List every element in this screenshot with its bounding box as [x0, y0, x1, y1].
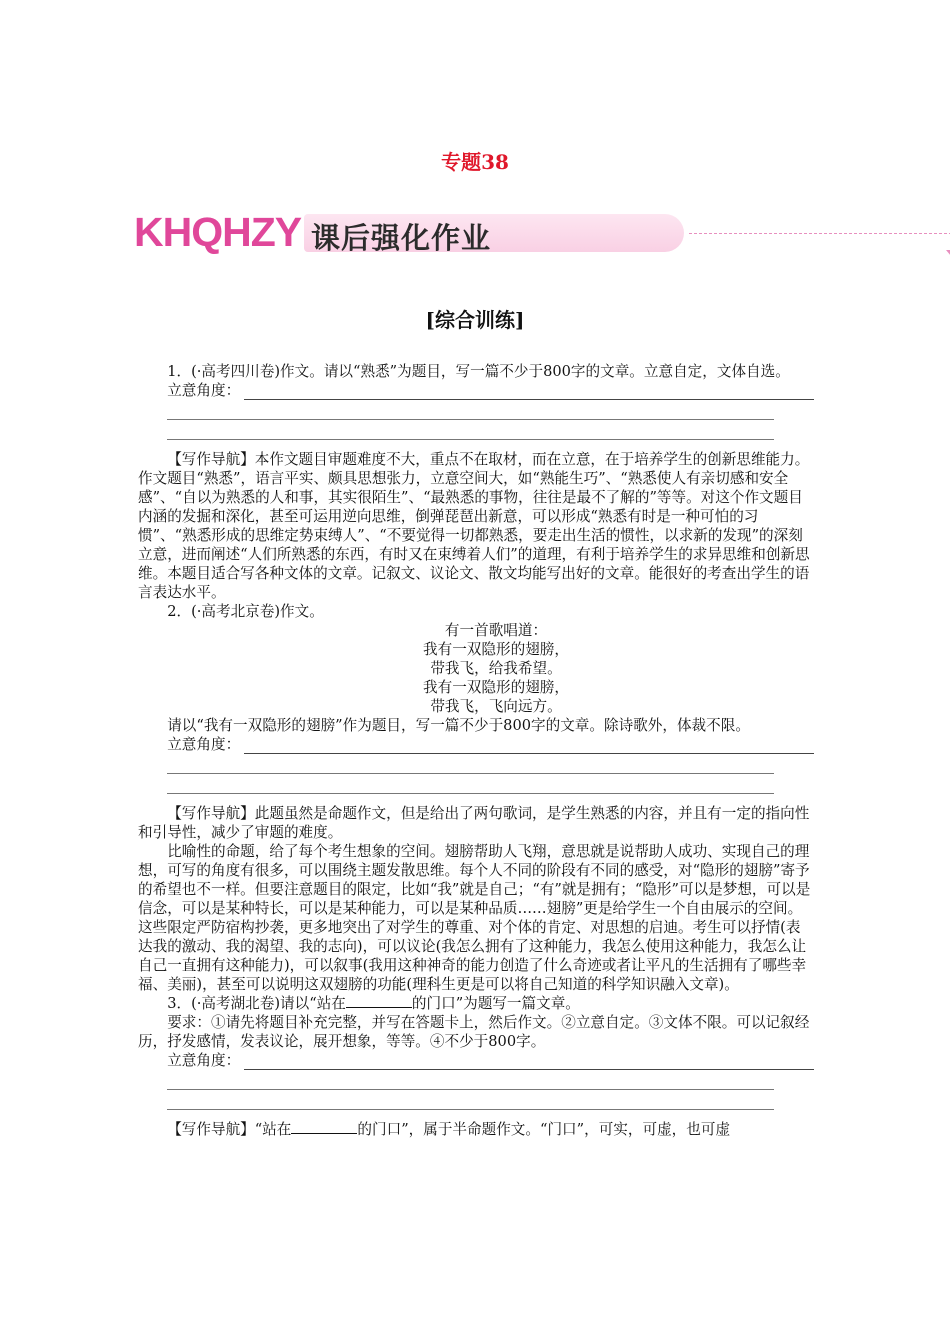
- question-1-prompt: 1．(·高考四川卷)作文。请以“熟悉”为题目，写一篇不少于800字的文章。立意自定，文体自选。: [167, 363, 790, 380]
- poem-line: 有一首歌唱道：: [444, 622, 548, 639]
- question-1-guide: 【写作导航】本作文题目审题难度不大，重点不在取材，而在立意，在于培养学生的创新思维能力。作文题目“熟悉”，语言平实、颇具思想张力，立意空间大，如“熟能生巧”、“熟悉使人有亲切感和安全感”、“自以为熟悉的人和事，其实很陌生”、“最熟悉的事物，往往是最不了解的”等等。对这个作文题目内涵的发掘和深化，甚至可运用逆向思维，倒弹琵琶出新意，可以形成“熟悉有时是一种可怕的习惯”、“熟悉形成的思维定势束缚人”、“不要觉得一切都熟悉，要走出生活的惯性，以求新的发现”的深刻立意，进而阐述“人们所熟悉的东西，有时又在束缚着人们”的道理，有利于培养学生的求异思维和创新思维。本题目适合写各种文体的文章。记叙文、议论文、散文均能写出好的文章。能很好的考查出学生的语言表达水平。: [138, 451, 810, 601]
- banner-title: 课后强化作业: [311, 221, 492, 255]
- question-3-requirements: 要求：①请先将题目补充完整，并写在答题卡上，然后作文。②立意自定。③文体不限。可以记叙经历，抒发感情，发表议论，展开想象，等等。④不少于800字。: [138, 1014, 810, 1050]
- section-title: [综合训练]: [425, 308, 525, 332]
- answer-label: 立意角度：: [167, 736, 241, 753]
- answer-line[interactable]: [167, 1095, 774, 1110]
- answer-line[interactable]: [167, 759, 774, 774]
- poem-line: 我有一双隐形的翅膀，: [423, 641, 569, 658]
- answer-line[interactable]: [244, 739, 814, 754]
- question-2-guide: 【写作导航】此题虽然是命题作文，但是给出了两句歌词，是学生熟悉的内容，并且有一定的指向性和引导性，减少了审题的难度。: [138, 805, 810, 841]
- banner-logo: KHQHZY: [134, 209, 302, 255]
- answer-line[interactable]: [167, 405, 774, 420]
- question-3-prompt-start: 3．(·高考湖北卷)请以“站在: [167, 995, 346, 1012]
- document-body: [138, 362, 814, 1139]
- homework-banner: [134, 208, 834, 268]
- question-2-guide-detail: 比喻性的命题，给了每个考生想象的空间。翅膀帮助人飞翔，意思就是说帮助人成功、实现自己的理想，可写的角度有很多，可以围绕主题发散思维。每个人不同的阶段有不同的感受，对“隐形的翅膀”寄予的希望也不一样。但要注意题目的限定，比如“我”就是自己；“有”就是拥有；“隐形”可以是梦想，可以是信念，可以是某种特长，可以是某种能力，可以是某种品质……翅膀”更是给学生一个自由展示的空间。这些限定严防宿构抄袭，更多地突出了对学生的尊重、对个体的肯定、对思想的启迪。考生可以抒情(表达我的激动、我的渴望、我的志向)，可以议论(我怎么拥有了这种能力，我怎么使用这种能力，我怎么让自己一直拥有这种能力)，可以叙事(我用这种神奇的能力创造了什么奇迹或者让平凡的生活拥有了哪些幸福、美丽)，甚至可以说明这双翅膀的功能(理科生更是可以将自己知道的科学知识融入文章)。: [138, 843, 811, 993]
- page-title: 专题38: [441, 150, 509, 174]
- question-2-instruction: 请以“我有一双隐形的翅膀”作为题目，写一篇不少于800字的文章。除诗歌外，体裁不限。: [167, 717, 750, 734]
- question-3-guide-start: 【写作导航】“站在: [167, 1121, 292, 1138]
- question-3-guide: [138, 1120, 814, 1139]
- question-3-answer[interactable]: [138, 1051, 814, 1070]
- answer-line[interactable]: [167, 425, 774, 440]
- poem-line: 带我飞，飞向远方。: [430, 698, 562, 715]
- arrow-down-icon: [946, 250, 950, 256]
- answer-label: 立意角度：: [167, 1052, 241, 1069]
- question-2-prompt: 2．(·高考北京卷)作文。: [167, 603, 324, 620]
- question-3-prompt: [138, 994, 814, 1013]
- poem-line: 带我飞，给我希望。: [430, 660, 562, 677]
- title-blank: [346, 995, 412, 1008]
- title-blank: [291, 1121, 357, 1134]
- question-3-guide-end: 的门口”，属于半命题作文。“门口”，可实，可虚，也可虚: [357, 1121, 731, 1138]
- question-3-prompt-end: 的门口”为题写一篇文章。: [411, 995, 580, 1012]
- answer-line[interactable]: [167, 779, 774, 794]
- answer-label: 立意角度：: [167, 382, 241, 399]
- banner-dashed-line: [689, 233, 950, 234]
- question-1-answer[interactable]: [138, 381, 814, 400]
- answer-line[interactable]: [244, 1055, 814, 1070]
- poem-line: 我有一双隐形的翅膀，: [423, 679, 569, 696]
- answer-line[interactable]: [244, 385, 814, 400]
- question-2-answer[interactable]: [138, 735, 814, 754]
- answer-line[interactable]: [167, 1075, 774, 1090]
